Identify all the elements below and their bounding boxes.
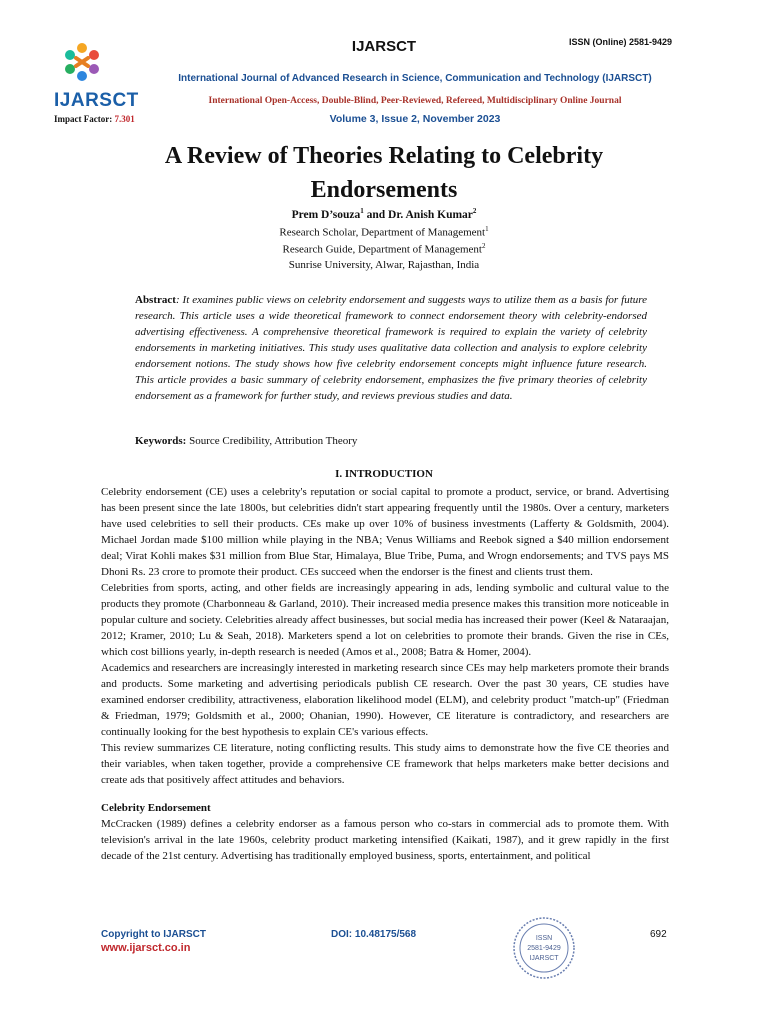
website-link[interactable]: www.ijarsct.co.in	[101, 942, 191, 954]
journal-abbreviation: IJARSCT	[351, 38, 417, 55]
issn-seal-icon	[512, 916, 576, 980]
affiliation-2: Research Guide, Department of Management$^2$	[282, 242, 486, 256]
article-title: A Review of Theories Relating to Celebrity Endorsements	[164, 143, 604, 203]
section-heading-introduction: I. INTRODUCTION	[335, 468, 433, 480]
affiliation-3: Sunrise University, Alwar, Rajasthan, India	[288, 259, 480, 271]
journal-full-name: International Journal of Advanced Research in Science, Communication and Technology (IJARSCT)	[178, 73, 652, 84]
article-body	[101, 484, 669, 864]
paragraph: McCracken (1989) defines a celebrity endorser as a famous person who co-stars in commercial ads to promote them. With television's arrival in the late 1960s, celebrity product marketing intensified (Kaikati, 1987), and it grew rapidly in the first decade of the 21st century. Advertising has traditionally employed business, sports, entertainment, and political	[101, 818, 669, 862]
impact-factor: Impact Factor: 7.301	[54, 114, 135, 124]
svg-text:ISSN: ISSN	[535, 935, 553, 942]
svg-text:2581-9429: 2581-9429	[527, 945, 561, 952]
paragraph: Celebrities from sports, acting, and other fields are increasingly appearing in ads, lending symbolic and cultural value to the products they promote (Charbonneau & Garland, 2010). Their increased media presence makes this transition more noticeable in popular culture and society. Celebrities already affect businesses, but social media has increased their power (Keel & Nataraajan, 2012; Kramer, 2010; Lu & Seah, 2018). Marketers spend a lot on celebrities to promote their brands. Given the rise in CEs, which cost billions yearly, in-depth research is needed (Amos et al., 2008; Batra & Homer, 2004).	[101, 582, 669, 658]
paragraph: Celebrity endorsement (CE) uses a celebrity's reputation or social capital to promote a product, service, or brand. Advertising has been present since the late 1800s, but celebrities didn't start appearing frequently until the 1980s. Over a century, marketers have used celebrities to sell their products. CEs make up over 10% of business investments (Lafferty & Goldsmith, 2004). Michael Jordan made $100 million while playing in the NBA; Venus Williams and Reebok signed a $40 million endorsement deal; Virat Kohli makes $31 million from Blue Star, Himalaya, Blue Tribe, Puma, and Wrogn endorsements; and TVS pays MS Dhoni Rs. 23 crore to promote their product. CEs succeed when the endorser is the finest and clients trust them.	[101, 486, 669, 578]
svg-text:IJARSCT: IJARSCT	[529, 955, 559, 962]
paragraph: Academics and researchers are increasingly interested in marketing research since CEs may help marketers promote their brands and products. Some marketing and advertising periodicals publish CE research. Over the past 30 years, CE studies have examined endorser credibility, attractiveness, elaboration likelihood model (ELM), and celebrity product "match-up" (Friedman & Friedman, 1979; Goldsmith et al., 2000; Ohanian, 1990). However, CE literature is contradictory, and researchers are continually looking for the best hypothesis to explain CE's various effects.	[101, 662, 669, 738]
abstract: Abstract: It examines public views on celebrity endorsement and suggests ways to utilize them as a basis for future research. This article uses a wide theoretical framework to connect endorsement theory with celebrity-endorsed advertising effectiveness. A comprehensive theoretical framework is required to explain the variety of celebrity endorsements in marketing initiatives. This study uses qualitative data collection and analysis to explore celebrity endorsement notions. The study shows how five celebrity endorsement concepts might influence future research. This article provides a basic summary of celebrity endorsement, emphasizes the five primary theories of celebrity endorsement as a framework for further study, and reviews previous studies and data.	[135, 294, 647, 402]
subheading-celebrity-endorsement: Celebrity Endorsement	[101, 802, 211, 814]
paragraph: This review summarizes CE literature, noting conflicting results. This study aims to demonstrate how the five CE theories and their variables, when taken together, provide a comprehensive CE framework that helps marketers make better decisions and create ads that positively affect attitudes and behaviors.	[101, 742, 669, 786]
authors: Prem D’souza$^1$ and Dr. Anish Kumar$^2$	[291, 207, 477, 221]
affiliation-1: Research Scholar, Department of Management$^1$	[279, 225, 489, 239]
logo-wordmark: IJARSCT	[54, 90, 139, 111]
keywords: Keywords: Source Credibility, Attribution Theory	[135, 435, 358, 447]
journal-type: International Open-Access, Double-Blind, Peer-Reviewed, Refereed, Multidisciplinary Online Journal	[208, 96, 622, 106]
volume-issue: Volume 3, Issue 2, November 2023	[329, 113, 501, 125]
issn-label: ISSN (Online) 2581-9429	[568, 37, 672, 47]
doi-label: DOI: 10.48175/568	[331, 929, 417, 940]
copyright-notice: Copyright to IJARSCT	[101, 929, 206, 940]
page-number: 692	[650, 929, 667, 940]
